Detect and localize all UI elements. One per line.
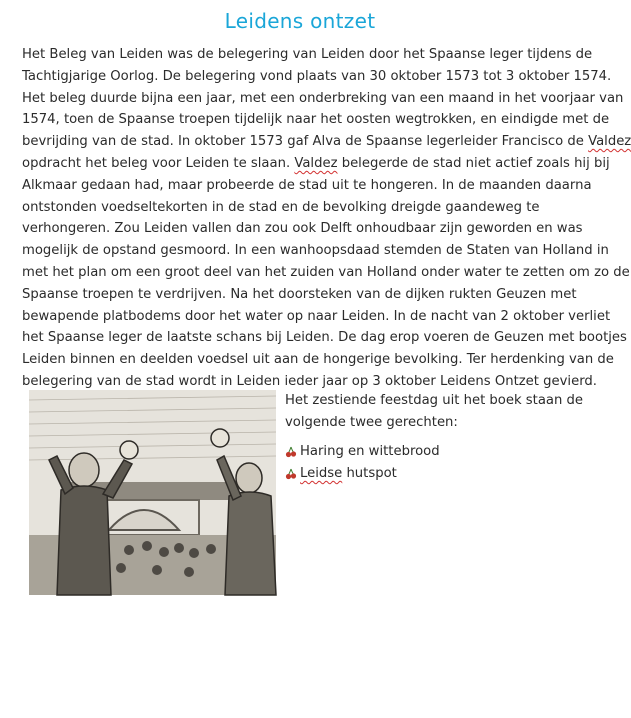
list-item <box>285 463 585 485</box>
cherry-bullet-icon <box>285 446 297 458</box>
paragraph-text: belegerde de stad niet actief zoals hij bij <box>337 155 610 171</box>
paragraph-line: Het beleg duurde bijna een jaar, met een onderbreking van een maand in het voorjaar van <box>22 90 624 106</box>
paragraph-line: Leiden binnen en deelden voedsel uit aan de hongerige bevolking. Ter herdenking van de <box>22 352 614 368</box>
paragraph-text: opdracht het beleg voor Leiden te slaan. <box>22 155 295 171</box>
paragraph-line: het Spaanse leger de laatste schans bij Leiden. De dag erop voeren de Geuzen met bootjes <box>22 330 627 346</box>
spellcheck-word: Leidse <box>300 466 343 481</box>
paragraph-line: met het plan om een groot deel van het zuiden van Holland onder water te zetten om zo de <box>22 264 630 280</box>
spellcheck-word: Valdez <box>294 155 338 171</box>
list-item <box>285 441 585 463</box>
spellcheck-word: Valdez <box>588 134 631 150</box>
dish-label <box>300 463 397 485</box>
paragraph-line: Tachtigjarige Oorlog. De belegering vond plaats van 30 oktober 1573 tot 3 oktober 1574. <box>22 68 612 84</box>
dish-label: Haring en wittebrood <box>300 444 440 459</box>
paragraph-line: Spaanse troepen te verdrijven. Na het doorsteken van de dijken rukten Geuzen met <box>22 286 577 302</box>
engraving-illustration <box>29 390 276 595</box>
paragraph-line: ontstonden voedseltekorten in de stad en de bevolking dreigde gaandeweg te <box>22 199 540 215</box>
dishes-list <box>285 441 585 485</box>
paragraph-line: 1574, toen de Spaanse troepen tijdelijk naar het oosten wegtrokken, en eindigde met de <box>22 112 610 128</box>
dish-label-rest: hutspot <box>342 466 397 481</box>
page-title: Leidens ontzet <box>224 9 376 33</box>
paragraph-line: Alkmaar gedaan had, maar probeerde de stad uit te hongeren. In de maanden daarna <box>22 177 592 193</box>
paragraph-line <box>22 131 631 153</box>
intro-line: volgende twee gerechten: <box>285 415 458 430</box>
paragraph-text: bevrijding van de stad. In oktober 1573 gaf Alva de Spaanse legerleider Francisco de <box>22 134 589 150</box>
body-paragraph <box>22 44 631 393</box>
paragraph-line: belegering van de stad wordt in Leiden ieder jaar op 3 oktober Leidens Ontzet gevierd. <box>22 373 597 389</box>
intro-line: Het zestiende feestdag uit het boek staan de <box>285 393 584 408</box>
paragraph-line: verhongeren. Zou Leiden vallen dan zou ook Delft onhoudbaar zijn geworden en was <box>22 221 583 237</box>
paragraph-line: Het Beleg van Leiden was de belegering van Leiden door het Spaanse leger tijdens de <box>22 47 593 62</box>
cherry-bullet-icon <box>285 468 297 480</box>
paragraph-line: mogelijk de opstand gesmoord. In een wanhoopsdaad stemden de Staten van Holland in <box>22 243 609 259</box>
dishes-intro <box>285 390 585 434</box>
paragraph-line: bewapende platbodems door het water op naar Leiden. In de nacht van 2 oktober verliet <box>22 308 611 324</box>
paragraph-line <box>22 153 610 175</box>
